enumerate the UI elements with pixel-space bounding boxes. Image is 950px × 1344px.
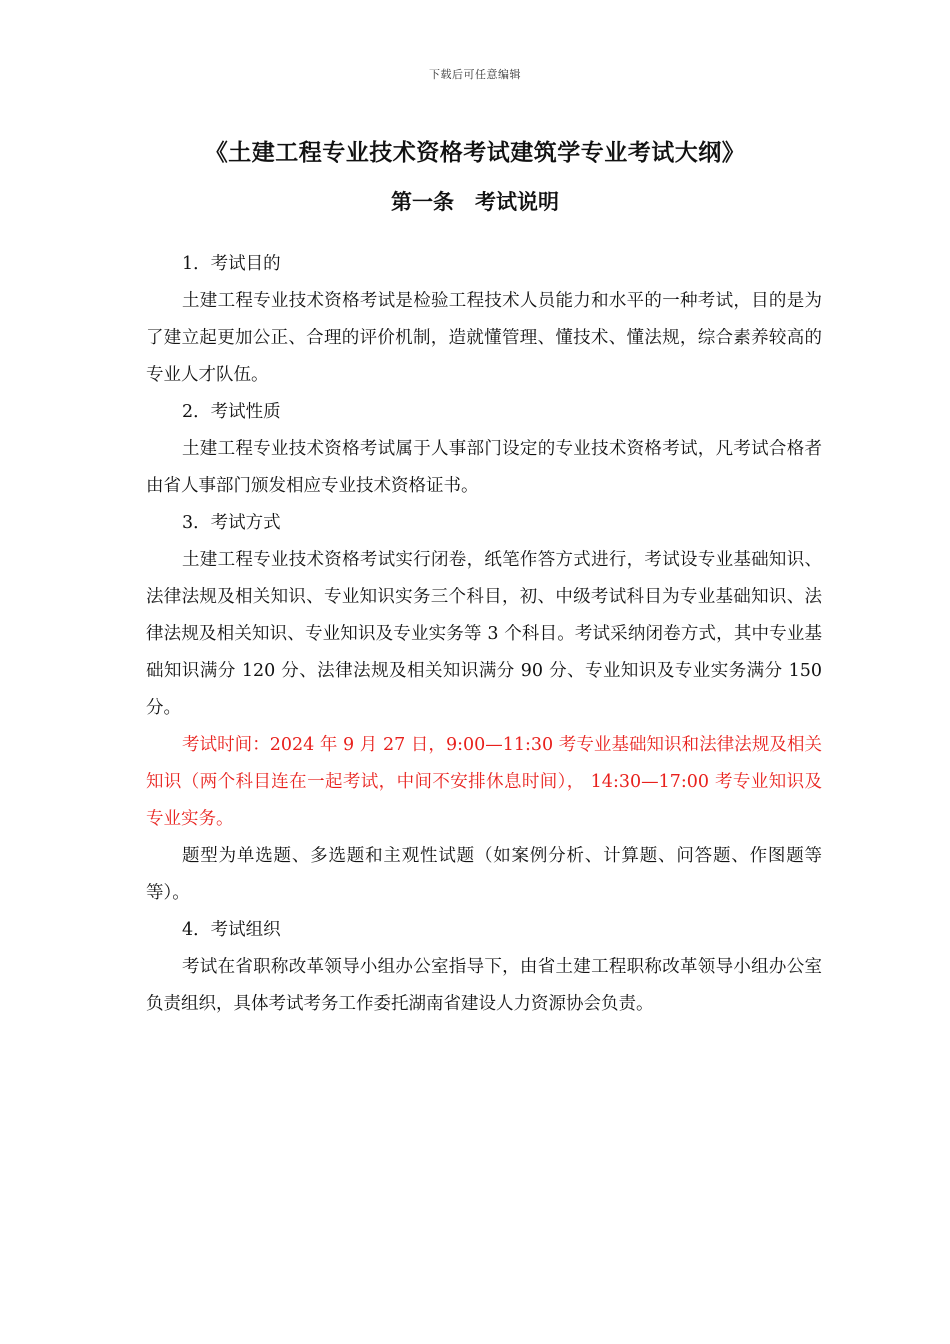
paragraph-method: 土建工程专业技术资格考试实行闭卷，纸笔作答方式进行，考试设专业基础知识、法律法规及相关知识、专业知识实务三个科目，初、中级考试科目为专业基础知识、法律法规及相关知识、专业知识及专业实务等 3 个科目。考试采纳闭卷方式，其中专业基础知识满分 120 分、法律法规及相关知识满分 90 分、专业知识及专业实务满分 150 分。: [146, 550, 822, 718]
paragraph-exam-time: 考试时间：2024 年 9 月 27 日，9:00—11:30 考专业基础知识和法律法规及相关知识（两个科目连在一起考试，中间不安排休息时间）， 14:30—17:00 考专业知识及专业实务。: [146, 735, 822, 829]
paragraph-purpose: 土建工程专业技术资格考试是检验工程技术人员能力和水平的一种考试，目的是为了建立起更加公正、合理的评价机制，造就懂管理、懂技术、懂法规，综合素养较高的专业人才队伍。: [146, 291, 822, 385]
section-heading-purpose: 1．考试目的: [182, 254, 281, 274]
paragraph-organization: 考试在省职称改革领导小组办公室指导下，由省土建工程职称改革领导小组办公室负责组织，具体考试考务工作委托湖南省建设人力资源协会负责。: [146, 957, 822, 1014]
paragraph-question-types: 题型为单选题、多选题和主观性试题（如案例分析、计算题、问答题、作图题等等）。: [146, 846, 822, 903]
document-body: [146, 246, 822, 1023]
section-heading-nature: 2．考试性质: [182, 402, 281, 422]
section-title: 第一条 考试说明: [391, 190, 559, 214]
header-note: 下载后可任意编辑: [429, 68, 521, 81]
document-title: 《土建工程专业技术资格考试建筑学专业考试大纲》: [204, 140, 746, 166]
section-heading-organization: 4．考试组织: [182, 920, 281, 940]
paragraph-nature: 土建工程专业技术资格考试属于人事部门设定的专业技术资格考试，凡考试合格者由省人事部门颁发相应专业技术资格证书。: [146, 439, 822, 496]
section-heading-method: 3．考试方式: [182, 513, 281, 533]
